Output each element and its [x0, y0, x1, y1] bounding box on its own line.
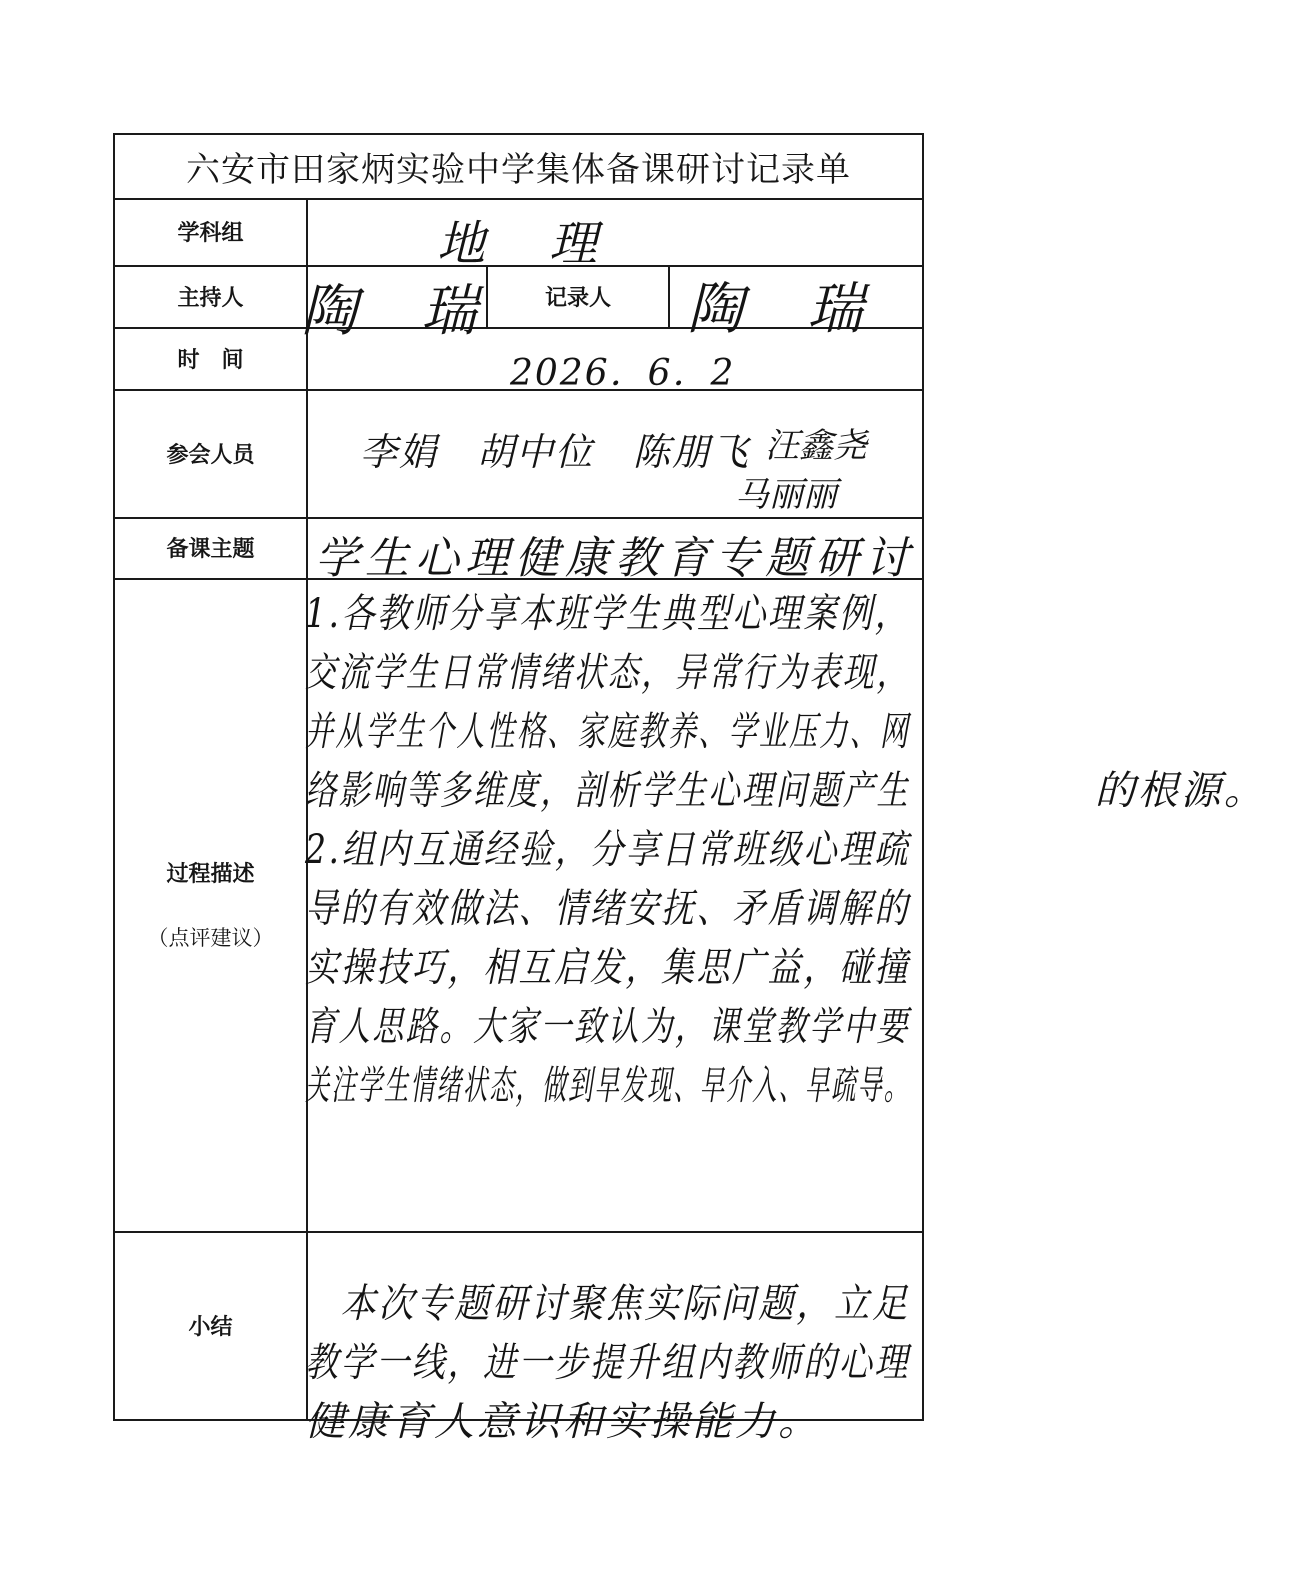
label-process: 过程描述	[166, 862, 255, 887]
process-line: 交流学生日常情绪状态，异常行为表现，	[305, 650, 910, 696]
value-host: 陶 瑞	[301, 279, 481, 344]
value-summary	[305, 1275, 1036, 1452]
process-line: 育人思路。大家一致认为，课堂教学中要	[305, 1004, 910, 1050]
label-process-cell	[115, 578, 306, 1231]
process-line: 关注学生情绪状态，做到早发现、早介入、早疏导。	[305, 1063, 910, 1109]
label-topic: 备课主题	[166, 537, 255, 562]
process-line: 并从学生个人性格、家庭教养、学业压力、网	[305, 709, 910, 755]
label-subject-group: 学科组	[177, 221, 244, 246]
value-time: 2026．6．2	[510, 353, 736, 394]
summary-line: 健康育人意识和实操能力。	[305, 1399, 821, 1445]
label-participants: 参会人员	[166, 442, 255, 468]
label-process-note: （点评建议）	[147, 926, 274, 950]
value-participants-line1: 李娟 胡中位 陈朋飞	[360, 430, 751, 474]
summary-line: 教学一线，进一步提升组内教师的心理	[305, 1340, 910, 1386]
process-line: 络影响等多维度，剖析学生心理问题产生	[305, 768, 910, 814]
process-line: 1.各教师分享本班学生典型心理案例，	[305, 591, 911, 637]
label-summary: 小结	[188, 1314, 233, 1340]
label-recorder: 记录人	[544, 285, 611, 311]
label-time: 时 间	[177, 347, 244, 373]
value-participants-extra2: 马丽丽	[735, 475, 837, 515]
process-line: 2.组内互通经验，分享日常班级心理疏	[305, 827, 911, 873]
value-recorder: 陶 瑞	[687, 277, 867, 342]
summary-line: 本次专题研讨聚焦实际问题，立足	[340, 1281, 910, 1327]
value-participants-extra1: 汪鑫尧	[765, 426, 867, 466]
process-line: 导的有效做法、情绪安抚、矛盾调解的	[305, 886, 910, 932]
label-host: 主持人	[177, 285, 244, 311]
value-process	[305, 585, 1294, 1116]
record-form	[113, 133, 1267, 1445]
form-title: 六安市田家炳实验中学集体备课研讨记录单	[186, 150, 851, 190]
process-line: 的根源。	[1094, 768, 1267, 814]
process-line: 实操技巧，相互启发，集思广益，碰撞	[305, 945, 910, 991]
cell-divider	[668, 265, 670, 327]
value-topic: 学生心理健康教育专题研讨	[315, 533, 915, 584]
value-subject-group: 地 理	[437, 216, 606, 272]
